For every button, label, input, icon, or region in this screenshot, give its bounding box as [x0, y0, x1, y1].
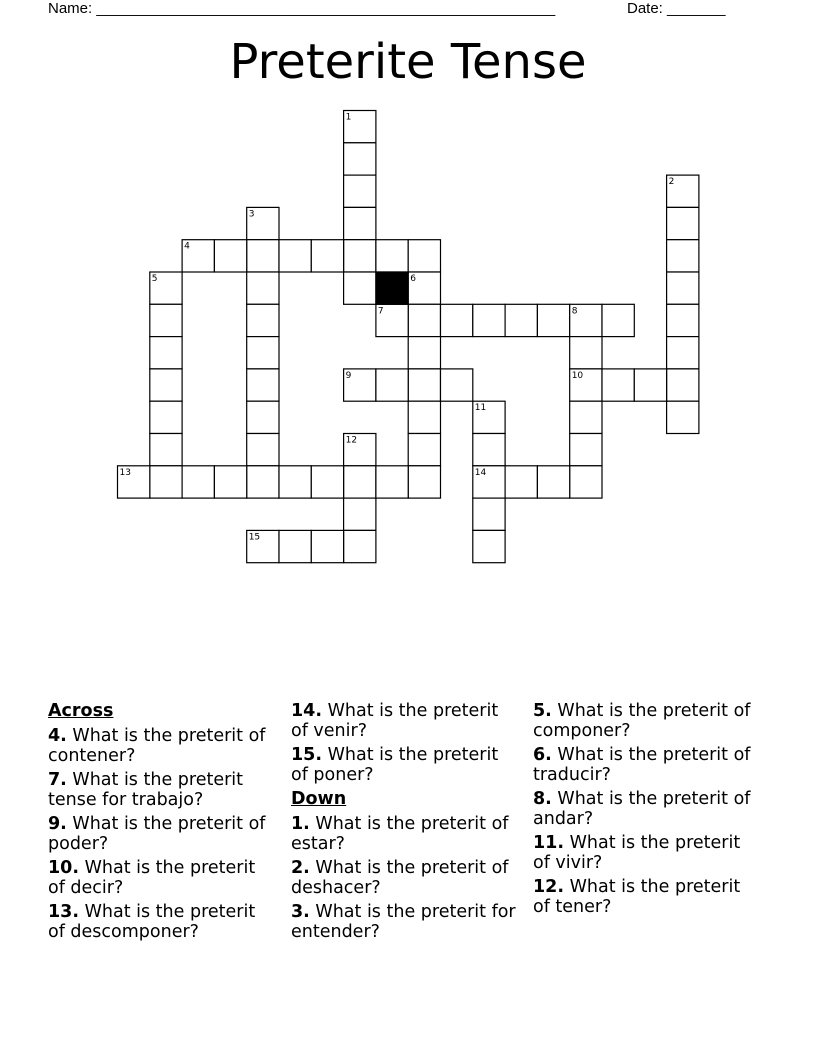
- grid-cell[interactable]: [311, 240, 343, 272]
- grid-cell[interactable]: [408, 466, 440, 498]
- grid-cell[interactable]: [150, 369, 182, 401]
- grid-cell[interactable]: [247, 304, 279, 336]
- grid-cell[interactable]: [376, 466, 408, 498]
- grid-cell[interactable]: [408, 434, 440, 466]
- clue-number: 6: [410, 274, 416, 284]
- grid-cell[interactable]: [570, 434, 602, 466]
- grid-cell[interactable]: [247, 337, 279, 369]
- grid-cell[interactable]: [505, 466, 537, 498]
- clue-across-15: 15. What is the preterit of poner?: [291, 745, 499, 785]
- grid-cell[interactable]: [408, 240, 440, 272]
- grid-cell[interactable]: [667, 337, 699, 369]
- page-title: Preterite Tense: [229, 34, 587, 90]
- grid-cell[interactable]: [344, 530, 376, 562]
- clue-number: 11: [474, 403, 487, 414]
- clue-column-2: [291, 701, 519, 946]
- clue-down-12: 12. What is the preterit of tener?: [533, 877, 741, 917]
- clue-down-8: 8. What is the preterit of andar?: [533, 789, 751, 829]
- clue-across-14: 14. What is the preterit of venir?: [291, 701, 499, 741]
- name-field: Name: _______________________________________________________: [48, 0, 556, 17]
- grid-cell[interactable]: [344, 466, 376, 498]
- grid-cell[interactable]: [311, 466, 343, 498]
- date-field: Date: _______: [627, 0, 726, 17]
- grid-cell[interactable]: [247, 401, 279, 433]
- grid-cell[interactable]: [376, 369, 408, 401]
- grid-cell[interactable]: [344, 143, 376, 175]
- clue-number: 5: [151, 274, 158, 284]
- clue-across-7: 7. What is the preterit tense for trabajo?: [48, 770, 244, 810]
- grid-cell[interactable]: [279, 466, 311, 498]
- grid-cell[interactable]: [344, 207, 376, 239]
- grid-cell[interactable]: [602, 369, 634, 401]
- clue-across-10: 10. What is the preterit of decir?: [48, 858, 256, 898]
- clue-across-9: 9. What is the preterit of poder?: [48, 814, 266, 854]
- grid-cell[interactable]: [150, 337, 182, 369]
- down-header: Down: [291, 789, 347, 809]
- grid-cell[interactable]: [150, 434, 182, 466]
- grid-cell[interactable]: [667, 272, 699, 304]
- clue-across-13: 13. What is the preterit of descomponer?: [48, 902, 256, 942]
- grid-cell[interactable]: [376, 240, 408, 272]
- grid-cell[interactable]: [408, 369, 440, 401]
- clue-number: 8: [571, 306, 578, 317]
- grid-cell[interactable]: [473, 434, 505, 466]
- black-cell: [376, 272, 408, 304]
- clue-down-11: 11. What is the preterit of vivir?: [533, 833, 741, 873]
- grid-cell[interactable]: [473, 530, 505, 562]
- grid-cell[interactable]: [537, 304, 569, 336]
- clue-number: 2: [668, 177, 675, 188]
- grid-cell[interactable]: [214, 240, 246, 272]
- grid-cell[interactable]: [473, 304, 505, 336]
- grid-cell[interactable]: [279, 240, 311, 272]
- clue-down-1: 1. What is the preterit of estar?: [291, 814, 509, 854]
- clue-across-4: 4. What is the preterit of contener?: [48, 726, 266, 766]
- grid-cell[interactable]: [279, 530, 311, 562]
- grid-cell[interactable]: [247, 434, 279, 466]
- grid-cell[interactable]: [667, 240, 699, 272]
- grid-cell[interactable]: [570, 466, 602, 498]
- clue-down-3: 3. What is the preterit for entender?: [291, 902, 516, 942]
- grid-cell[interactable]: [247, 466, 279, 498]
- grid-cell[interactable]: [344, 498, 376, 530]
- grid-cell[interactable]: [150, 304, 182, 336]
- grid-cell[interactable]: [667, 369, 699, 401]
- grid-cell[interactable]: [602, 304, 634, 336]
- grid-cell[interactable]: [247, 240, 279, 272]
- grid-cell[interactable]: [150, 401, 182, 433]
- clue-number: 3: [248, 209, 255, 220]
- grid-cell[interactable]: [634, 369, 666, 401]
- grid-cell[interactable]: [150, 466, 182, 498]
- grid-cell[interactable]: [182, 466, 214, 498]
- clue-number: 10: [571, 370, 584, 381]
- clue-number: 9: [345, 370, 352, 381]
- clue-down-5: 5. What is the preterit of componer?: [533, 701, 751, 741]
- grid-cell[interactable]: [247, 272, 279, 304]
- clue-number: 12: [345, 435, 358, 446]
- grid-cell[interactable]: [311, 530, 343, 562]
- grid-cell[interactable]: [408, 337, 440, 369]
- grid-cell[interactable]: [667, 401, 699, 433]
- grid-cell[interactable]: [667, 304, 699, 336]
- grid-cell[interactable]: [537, 466, 569, 498]
- grid-cell[interactable]: [441, 304, 473, 336]
- clue-down-2: 2. What is the preterit of deshacer?: [291, 858, 509, 898]
- grid-cell[interactable]: [473, 498, 505, 530]
- grid-cell[interactable]: [214, 466, 246, 498]
- grid-cell[interactable]: [344, 272, 376, 304]
- grid-cell[interactable]: [570, 337, 602, 369]
- grid-cell[interactable]: [570, 401, 602, 433]
- grid-cell[interactable]: [441, 369, 473, 401]
- clue-number: 13: [119, 467, 131, 478]
- clue-column-1: [48, 701, 276, 946]
- clue-number: 4: [184, 241, 190, 252]
- clue-number: 14: [474, 467, 487, 478]
- grid-cell[interactable]: [344, 175, 376, 207]
- grid-cell[interactable]: [247, 369, 279, 401]
- clue-number: 1: [345, 112, 352, 123]
- clue-number: 15: [248, 532, 261, 543]
- across-header: Across: [48, 701, 114, 721]
- grid-cell[interactable]: [408, 304, 440, 336]
- clue-number: 7: [377, 306, 384, 317]
- grid-cell[interactable]: [505, 304, 537, 336]
- grid-cell[interactable]: [408, 401, 440, 433]
- grid-cell[interactable]: [344, 240, 376, 272]
- clue-down-6: 6. What is the preterit of traducir?: [533, 745, 751, 785]
- grid-cell[interactable]: [667, 207, 699, 239]
- clue-column-3: [533, 701, 761, 921]
